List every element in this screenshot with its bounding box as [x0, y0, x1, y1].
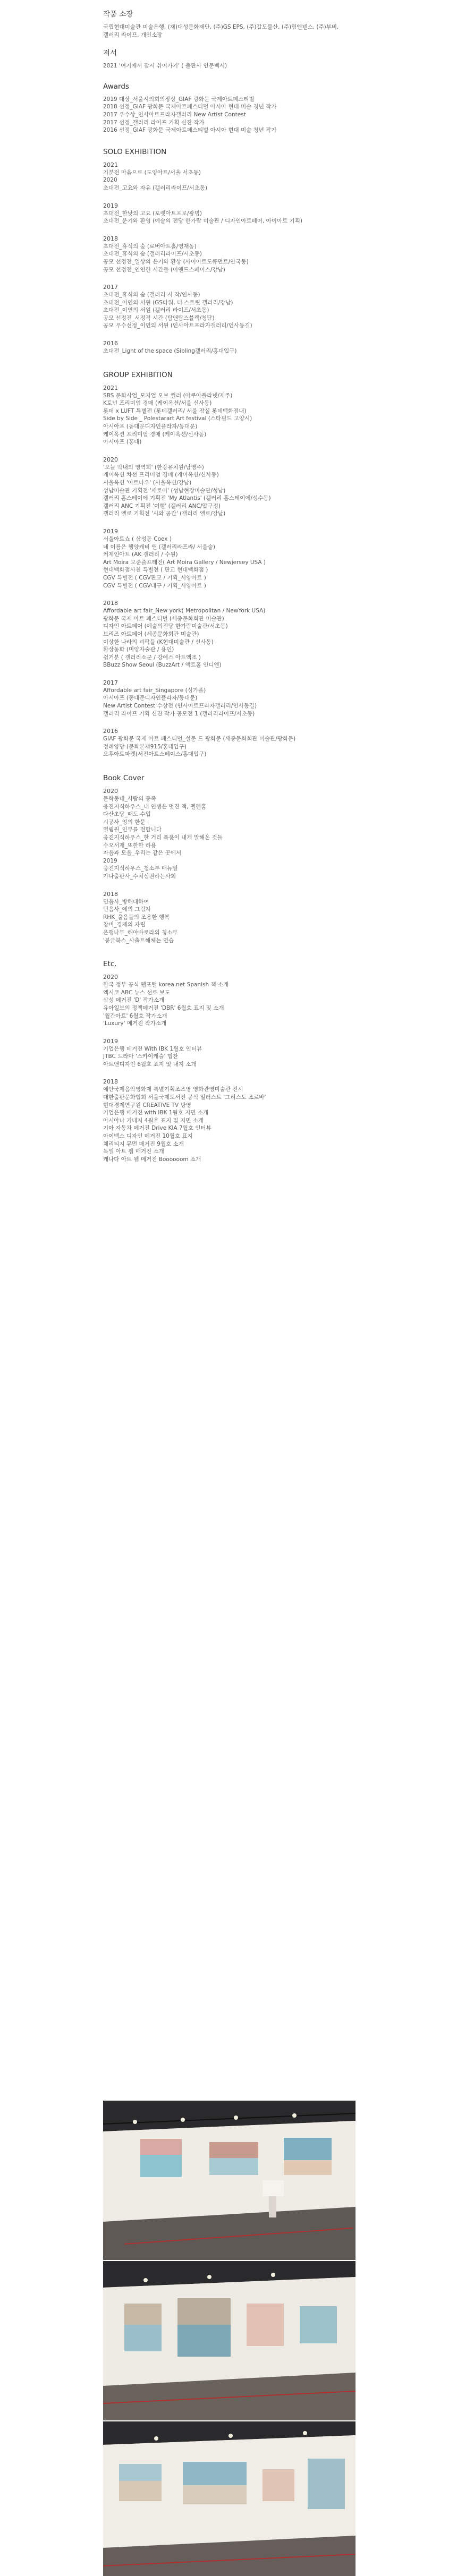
year-group [103, 23, 358, 39]
cv-entry: 2017 우수상_인사아트프라자갤러리 New Artist Contest [103, 111, 246, 118]
cv-entry: 초대전_휴식의 숲 (로버아트홀/영재동) [103, 243, 197, 250]
cv-entry: 엑시코 ABC 뉴스 선로 보도 [103, 989, 171, 996]
year-group [103, 456, 358, 518]
year-group [103, 890, 358, 945]
cv-entry: 공모 선정전_인연한 시간들 (이앤드스페이스/강남) [103, 266, 225, 273]
cv-entry: 초대전_한낮의 고요 (포렛아트프로/광명) [103, 210, 202, 217]
year-group [103, 339, 358, 355]
cv-entry: 현대백화점사천 특별전 ( 판교 현대백화점 ) [103, 567, 208, 574]
cv-entry: 초대전_Light of the space (Sibling갤러리/홍대입구) [103, 348, 237, 355]
section-heading: SOLO EXHIBITION [103, 147, 167, 156]
cv-entry: 커제인아트 (AK 갤러리 / 수원) [103, 551, 178, 558]
cv-entry: Affordable art fair_Singapore (싱가폴) [103, 687, 206, 694]
cv-entry: New Artist Contest 수상전 (인사아트프라자갤러리/인사동길) [103, 703, 257, 710]
section-heading: Etc. [103, 960, 117, 969]
year-group [103, 384, 358, 446]
cv-entry: 아시아나 기내지 4월호 표지 및 지면 소개 [103, 1117, 204, 1124]
cv-entry: 체리티지 뮤먼 매거진 9월호 소개 [103, 1140, 184, 1147]
year-label: 2020 [103, 974, 118, 981]
gallery-photo-2-image [103, 2261, 356, 2420]
cv-entry: Affordable art fair_New york( Metropolitan / NewYork USA) [103, 608, 266, 615]
cv-entry: 갤러리 홈스테이에 기획전 'My Atlantis' (갤러리 홈스테이에/성수동) [103, 495, 271, 502]
cv-entry: 서울옥션 '아트나우' (서울옥션/강남) [103, 480, 192, 486]
cv-entry: 브리즈 아트페어 (세종문화회관 미술관) [103, 630, 199, 637]
section-bio [103, 10, 358, 39]
section-etc [103, 959, 358, 1163]
cv-entry: 웅진지식하우스_한 거리 폭풍이 내게 말해온 것들 [103, 834, 223, 841]
cv-entry: 다산초당_때도 수업 [103, 811, 151, 818]
year-group [103, 1037, 358, 1069]
year-group [103, 727, 358, 758]
cv-entry: 웅진지식하우스_청소부 매뉴얼 [103, 865, 178, 872]
cv-entry: 공모 선정전_서정적 시간 (탐앤탐스블랙/청담) [103, 314, 215, 321]
year-group [103, 202, 358, 225]
gallery-photo-1 [103, 2101, 356, 2261]
cv-entry: 디자인 아트페어 (예술의전당 한가람미술관/서초동) [103, 623, 228, 630]
year-label: 2018 [103, 1078, 118, 1086]
cv-entry: JTBC 드라마 '스카이캐슬' 협찬 [103, 1053, 179, 1060]
cv-entry: 시공사_엉의 한문 [103, 818, 146, 825]
cv-entry: 이상한 나라의 괴팍들 (K현대미술관 / 신사동) [103, 638, 214, 645]
cv-entry: 초대전_휴식의 숲 (갤러리 시 작/인사동) [103, 292, 200, 298]
year-label: 2017 [103, 284, 118, 291]
cv-entry: 'Luxury' 메거진 작가소개 [103, 1020, 167, 1027]
cv-entry: 초대전_고요와 자유 (갤러리라이프/서초동) [103, 184, 208, 191]
cv-entry: 2017 선정_갤러리 라이프 기획 신진 작가 [103, 119, 205, 126]
cv-entry: 롯데 x LUFT 특별전 (롯데갤러리/ 서울 잠실 롯데백화점내) [103, 407, 247, 414]
cv-entry: 예안국제음악영화제 특별기획조즈영 영화관영미술관 전시 [103, 1086, 243, 1093]
cv-entry: 초대전_휴식의 숲 (갤러리라이프/서초동) [103, 251, 202, 258]
cv-entry: 대한출판문화협회 서울국제도서전 공식 일러스트 '그리스도 조르바' [103, 1094, 266, 1101]
cv-entry: 쉽거분 ( 갤러리쇼군 / 강예스 아트엑조 ) [103, 654, 201, 661]
cv-entry: 2018 선정_GIAF 광화문 국제아트페스티벌 아시아 현대 미술 청년 작가 [103, 104, 277, 110]
year-group [103, 973, 358, 1028]
cv-entry: 2020 [103, 177, 117, 184]
cv-entry: 민음사_방해대하여 [103, 898, 149, 905]
cv-entry: 가나출판사_수치심권하는사회 [103, 873, 176, 880]
year-group [103, 599, 358, 669]
cv-entry: 기업은행 메거진 with IBK 1월호 지면 소개 [103, 1110, 209, 1116]
cv-entry: Art Moira 모준즐프태전( Art Moira Gallery / Newjersey USA ) [103, 559, 266, 566]
cv-entry: 한국 정부 공식 웹포털 korea.net Spanish 책 소개 [103, 982, 229, 988]
year-label: 2019 [103, 527, 118, 535]
year-label: 2020 [103, 456, 118, 463]
cv-entry: 공모 선정전_일상의 은기와 환상 (사이아트도큐먼트/안국동) [103, 258, 249, 265]
year-label: 2018 [103, 890, 118, 898]
cv-entry: 민음사_예의 그림자 [103, 906, 151, 913]
year-group [103, 96, 358, 134]
cv-entry: '봉글북스_사출트해체는 연습 [103, 937, 174, 944]
year-group [103, 1078, 358, 1163]
cv-entry: 아이백스 디자인 메거진 10월호 표지 [103, 1133, 193, 1140]
year-label: 2016 [103, 340, 118, 347]
cv-entry: 케이옥션 차선 프리미엄 경매 (케이옥션/신사동) [103, 472, 219, 479]
cv-entry: CGV 특별전 ( CGV판교 / 기획_서양아트 ) [103, 574, 206, 581]
cv-entry: 공모 우수선정_이연의 서원 (인사아트프라자갤러리/인사동길) [103, 322, 252, 329]
cv-entry: 수오서재_또한한 하용 [103, 842, 156, 849]
cv-entry: 초대전_이연의 서원 (갤러리 라이프/서초동) [103, 307, 209, 314]
section-heading: GROUP EXHIBITION [103, 370, 173, 379]
cv-entry: Side by Side _ Polestarart Art festival (스타필드 고양시) [103, 415, 252, 422]
cv-entry: 국립현대미술관 미술은행, (재)대성문화재단, (주)GS EPS, (주)갑도물산, (주)림엔텐스, (주)부비, [103, 24, 339, 30]
section-bookcover [103, 773, 358, 944]
year-label: 2021 [103, 384, 118, 391]
cv-entry: 갤러리 라이프 기획 신진 작가 공모전 1 (갤러리라이프/서초동) [103, 710, 255, 717]
cv-entry: '월간아트' 6월호 작가소개 [103, 1012, 167, 1019]
cv-entry: 캐나다 아트 웹 메거진 Boooooom 소개 [103, 1156, 201, 1163]
section-heading: 저서 [103, 49, 117, 58]
cv-entry: 아트앤디자인 6월호 표지 및 내지 소개 [103, 1061, 197, 1068]
section-awards [103, 82, 358, 134]
year-group [103, 283, 358, 330]
cv-entry: 기업은행 메거진 With IBK 1월호 인터뷰 [103, 1045, 202, 1052]
cv-entry: 2019 [103, 857, 117, 864]
cv-entry: 케이옥션 프리미엄 경매 (케이옥션/신사동) [103, 431, 207, 438]
cv-entry: '오늘 막내의 영역회' (한강유치원/남영주) [103, 464, 204, 471]
cv-entry: 유아일보의 정책메거진 'DBR' 6월호 표지 및 소개 [103, 1004, 224, 1011]
cv-entry: 독일 아트 웹 매거진 소개 [103, 1148, 164, 1155]
year-label: 2017 [103, 679, 118, 686]
cv-entry: 웅진지식하우스_내 인생은 멋진 책, 멜렌홈 [103, 803, 207, 810]
year-group [103, 787, 358, 881]
cv-entry: 은행나무_해야바로라의 청소부 [103, 929, 178, 936]
section-heading: Book Cover [103, 774, 145, 783]
gallery-photo-3 [103, 2421, 356, 2576]
cv-entry: 환상동화 (미양자술관 / 용인) [103, 646, 174, 653]
cv-entry: 2019 대상_서울시의회의장상_GIAF 광화문 국제아트페스티벌 [103, 96, 255, 103]
cv-entry: 열림원_인부를 전합니다 [103, 826, 162, 833]
cv-entry: 갤러리 라이프, 개인소장 [103, 31, 163, 38]
gallery-photo-1-image [103, 2101, 356, 2260]
cv-entry: 아시아프 (동대문디자인플라자/동대문) [103, 423, 198, 430]
year-group [103, 679, 358, 718]
section-solo [103, 147, 358, 355]
year-label: 2016 [103, 728, 118, 735]
cv-entry: 초대전_이연의 서원 (GS타워, 더 스트릿 갤러리/강남) [103, 299, 233, 306]
gallery-photo-3-image [103, 2421, 356, 2576]
section-book [103, 48, 358, 70]
cv-entry: 현대경제연구원 CREATIVE TV 방영 [103, 1102, 191, 1108]
cv-entry: 네 이름은 행양캐비 앤 (갤러리라프라/ 서울술) [103, 543, 215, 550]
cv-entry: 광화문 국제 아트 페스티벌 (세종문화회관 미술관) [103, 615, 224, 622]
cv-entry: 기아 자동차 메거진 Drive KIA 7월호 인터뷰 [103, 1125, 211, 1132]
cv-entry: RHK_울음들의 조용한 행복 [103, 914, 170, 920]
cv-entry: 초대전_운기와 환영 (예술의 전당 한가람 미술관 / 디자인아트페어, 아이아트 기획) [103, 218, 302, 225]
cv-entry: 기분전 마음으로 (도잉아트/서울 서초동) [103, 169, 201, 176]
gallery-photo-2 [103, 2261, 356, 2421]
cv-entry: 성남미술관 기획전 '새로이' (성남현장미술관/성남) [103, 487, 226, 494]
year-group [103, 62, 358, 70]
year-group [103, 235, 358, 274]
year-group [103, 527, 358, 590]
cv-entry: K토넌 프리미엄 경매 (케이옥션/서울 신사동) [103, 400, 212, 407]
cv-entry: 2016 선정_GIAF 광화문 국제아트페스티벌 아시아 현대 미술 청년 작가 [103, 127, 277, 134]
cv-entry: 오후아트파켓(서진아트스페이스/홍대입구) [103, 751, 207, 758]
year-label: 2018 [103, 600, 118, 607]
cv-entry: 삼성 메거진 'D' 작가소개 [103, 997, 165, 1004]
year-label: 2021 [103, 161, 118, 168]
section-heading: Awards [103, 82, 129, 91]
cv-entry: 서울아트쇼 ( 삼성동 Coex ) [103, 535, 172, 542]
year-label: 2018 [103, 235, 118, 242]
cv-content [103, 10, 358, 1178]
cv-entry: 정례양당 (문화본재915/홍대입구) [103, 743, 187, 750]
cv-entry: 자음과 모음_우리는 같은 곳에서 [103, 850, 182, 857]
cv-entry: 갤러리 엘로 기획전 '시와 공간' (갤러리 엘로/강남) [103, 510, 226, 517]
cv-entry: SBS 문화사업_모지업 오브 컬러 (아쿠아플라넷/제주) [103, 392, 233, 399]
year-label: 2019 [103, 202, 118, 209]
cv-entry: 아시아프 (동대문디자인플라자/동대문) [103, 695, 198, 702]
cv-entry: 아시아프 (홍대) [103, 439, 142, 446]
cv-entry: BBuzz Show Seoul (BuzzArt / 액트홀 인디엔) [103, 662, 222, 669]
section-group [103, 370, 358, 758]
year-group [103, 161, 358, 192]
cv-entry: 갤러리 ANC 기획전 '여행' (갤러리 ANC/압구정) [103, 502, 221, 509]
year-label: 2020 [103, 788, 118, 795]
cv-entry: 문학동네_사람의 종족 [103, 796, 156, 803]
exhibition-photos [103, 2101, 356, 2576]
cv-entry: 2021 '여기에서 잠시 쉬어가기' ( 출판사 인문백서) [103, 63, 227, 70]
cv-entry: CGV 특별전 ( CGV대구 / 기획_서양아트 ) [103, 582, 206, 589]
section-heading: 작품 소장 [103, 10, 133, 19]
cv-entry: GIAF 광화문 국제 아트 페스티벌_설문 드 광화문 (세종문화회관 미술관/광화문) [103, 736, 296, 743]
year-label: 2019 [103, 1037, 118, 1045]
cv-entry: 창비_경제의 자립 [103, 922, 146, 928]
